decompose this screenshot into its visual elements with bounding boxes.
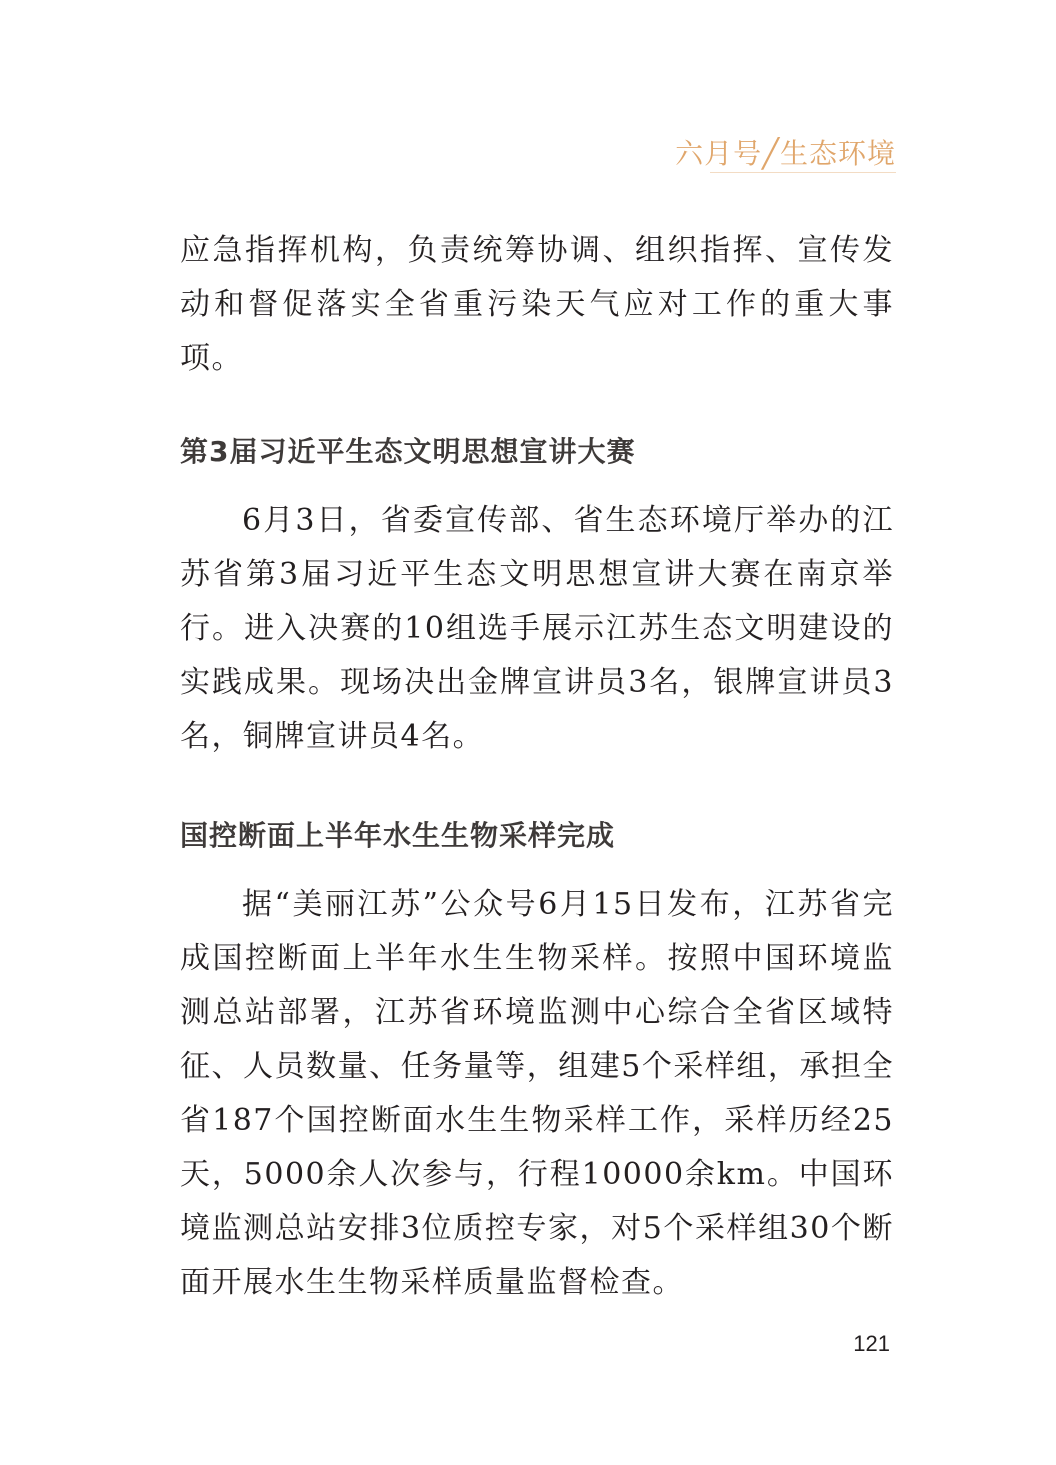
- section-paragraph-contest: 6月3日，省委宣传部、省生态环境厅举办的江苏省第3届习近平生态文明思想宣讲大赛在南京举行。进入决赛的10组选手展示江苏生态文明建设的实践成果。现场决出金牌宣讲员3名，银牌宣讲员3名，铜牌宣讲员4名。: [180, 503, 894, 754]
- section-header: 六月号╱生态环境: [675, 137, 896, 170]
- section-heading-sampling: 国控断面上半年水生生物采样完成: [180, 819, 616, 852]
- article-body: [180, 224, 894, 1310]
- intro-paragraph: 应急指挥机构，负责统筹协调、组织指挥、宣传发动和督促落实全省重污染天气应对工作的重大事项。: [180, 233, 894, 376]
- section-heading-contest: 第3届习近平生态文明思想宣讲大赛: [180, 435, 636, 468]
- header-divider: [710, 172, 896, 173]
- page-number: 121: [853, 1331, 890, 1356]
- section-paragraph-sampling: 据“美丽江苏”公众号6月15日发布，江苏省完成国控断面上半年水生生物采样。按照中国环境监测总站部署，江苏省环境监测中心综合全省区域特征、人员数量、任务量等，组建5个采样组，承担全省187个国控断面水生生物采样工作，采样历经25天，5000余人次参与，行程10000余km。中国环境监测总站安排3位质控专家，对5个采样组30个断面开展水生生物采样质量监督检查。: [180, 887, 894, 1300]
